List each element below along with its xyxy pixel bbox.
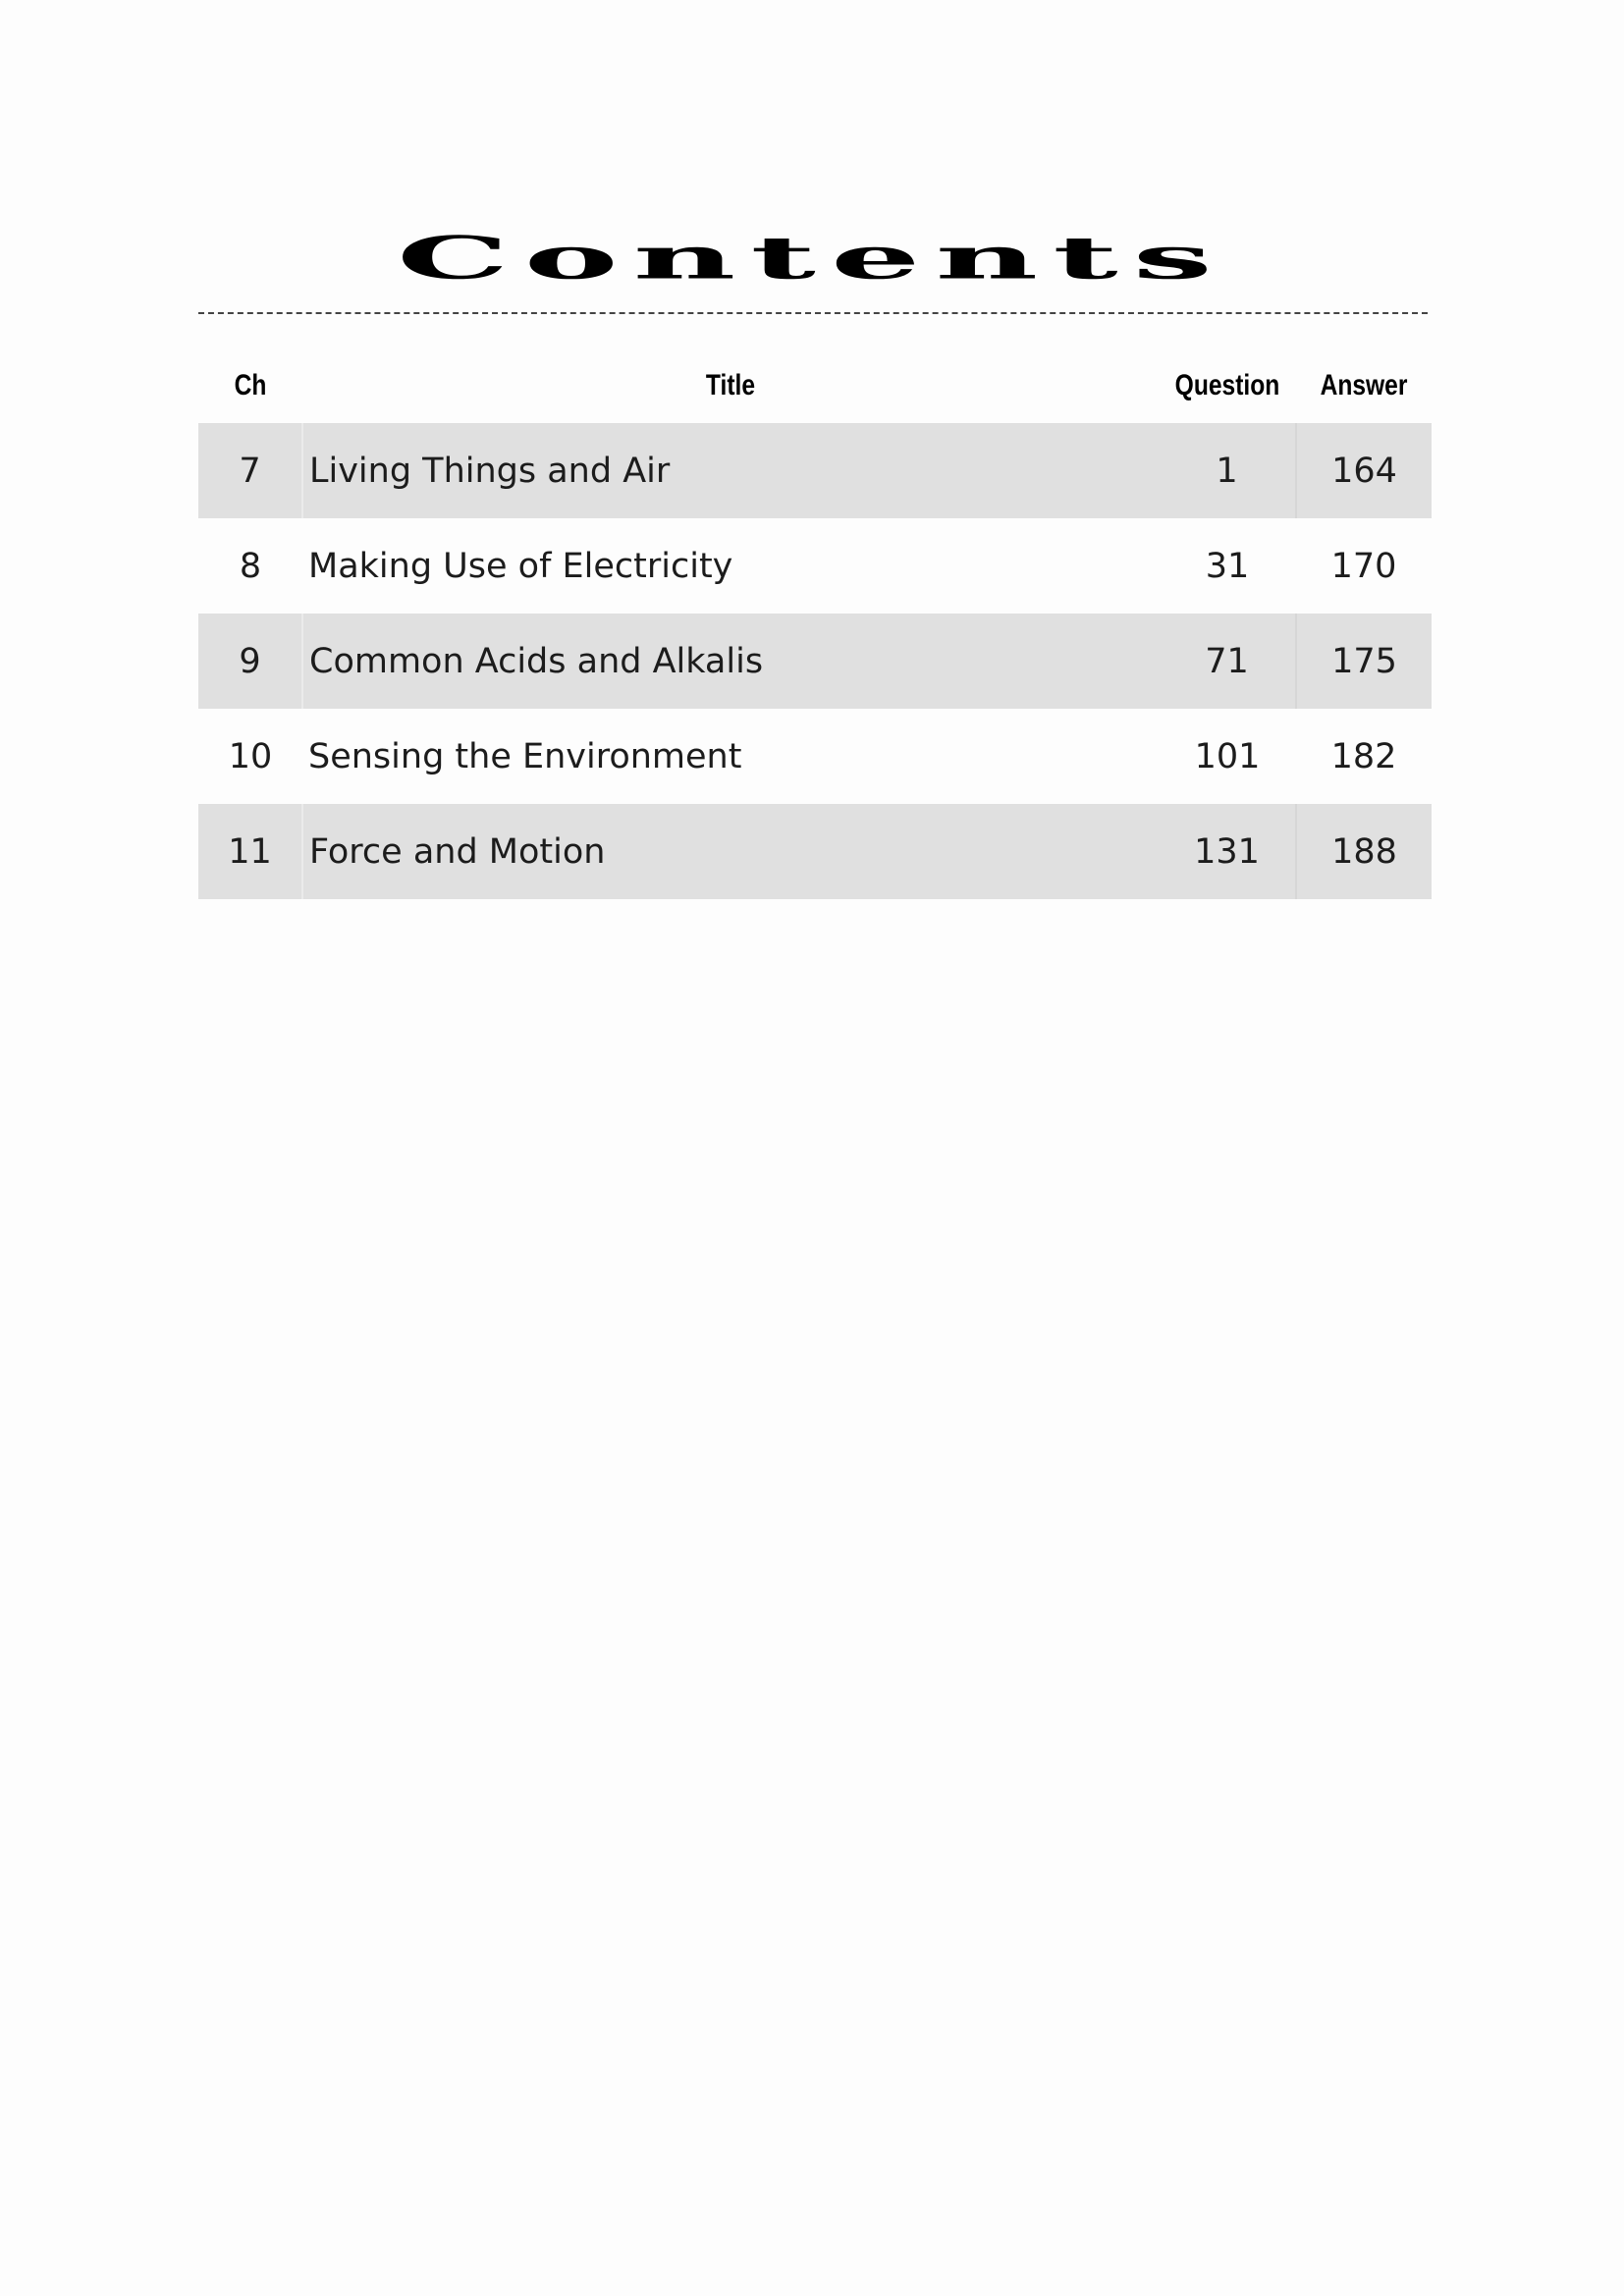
question-page: 101 <box>1159 709 1296 804</box>
chapter-number: 9 <box>198 614 302 709</box>
chapter-title: Living Things and Air <box>302 423 1159 518</box>
chapter-title: Making Use of Electricity <box>302 518 1159 614</box>
dashed-divider <box>198 312 1428 314</box>
answer-page: 182 <box>1296 709 1432 804</box>
chapter-number: 7 <box>198 423 302 518</box>
question-page: 31 <box>1159 518 1296 614</box>
header-ch: Ch <box>234 369 267 401</box>
table-row <box>198 804 1432 899</box>
table-row <box>198 423 1432 518</box>
contents-table <box>198 348 1432 899</box>
page-title-container <box>0 211 1624 305</box>
answer-page: 188 <box>1296 804 1432 899</box>
question-page: 1 <box>1159 423 1296 518</box>
header-title: Title <box>705 369 756 401</box>
answer-page: 170 <box>1296 518 1432 614</box>
chapter-number: 10 <box>198 709 302 804</box>
chapter-number: 11 <box>198 804 302 899</box>
answer-page: 175 <box>1296 614 1432 709</box>
header-answer: Answer <box>1320 369 1408 401</box>
chapter-number: 8 <box>198 518 302 614</box>
question-page: 71 <box>1159 614 1296 709</box>
header-question: Question <box>1174 369 1280 401</box>
chapter-title: Common Acids and Alkalis <box>302 614 1159 709</box>
question-page: 131 <box>1159 804 1296 899</box>
table-row <box>198 518 1432 614</box>
table-row <box>198 709 1432 804</box>
answer-page: 164 <box>1296 423 1432 518</box>
page-title: Contents <box>397 223 1227 293</box>
table-row <box>198 614 1432 709</box>
chapter-title: Sensing the Environment <box>302 709 1159 804</box>
table-body <box>198 423 1432 899</box>
chapter-title: Force and Motion <box>302 804 1159 899</box>
header-row <box>198 348 1432 423</box>
table-header <box>198 348 1432 423</box>
